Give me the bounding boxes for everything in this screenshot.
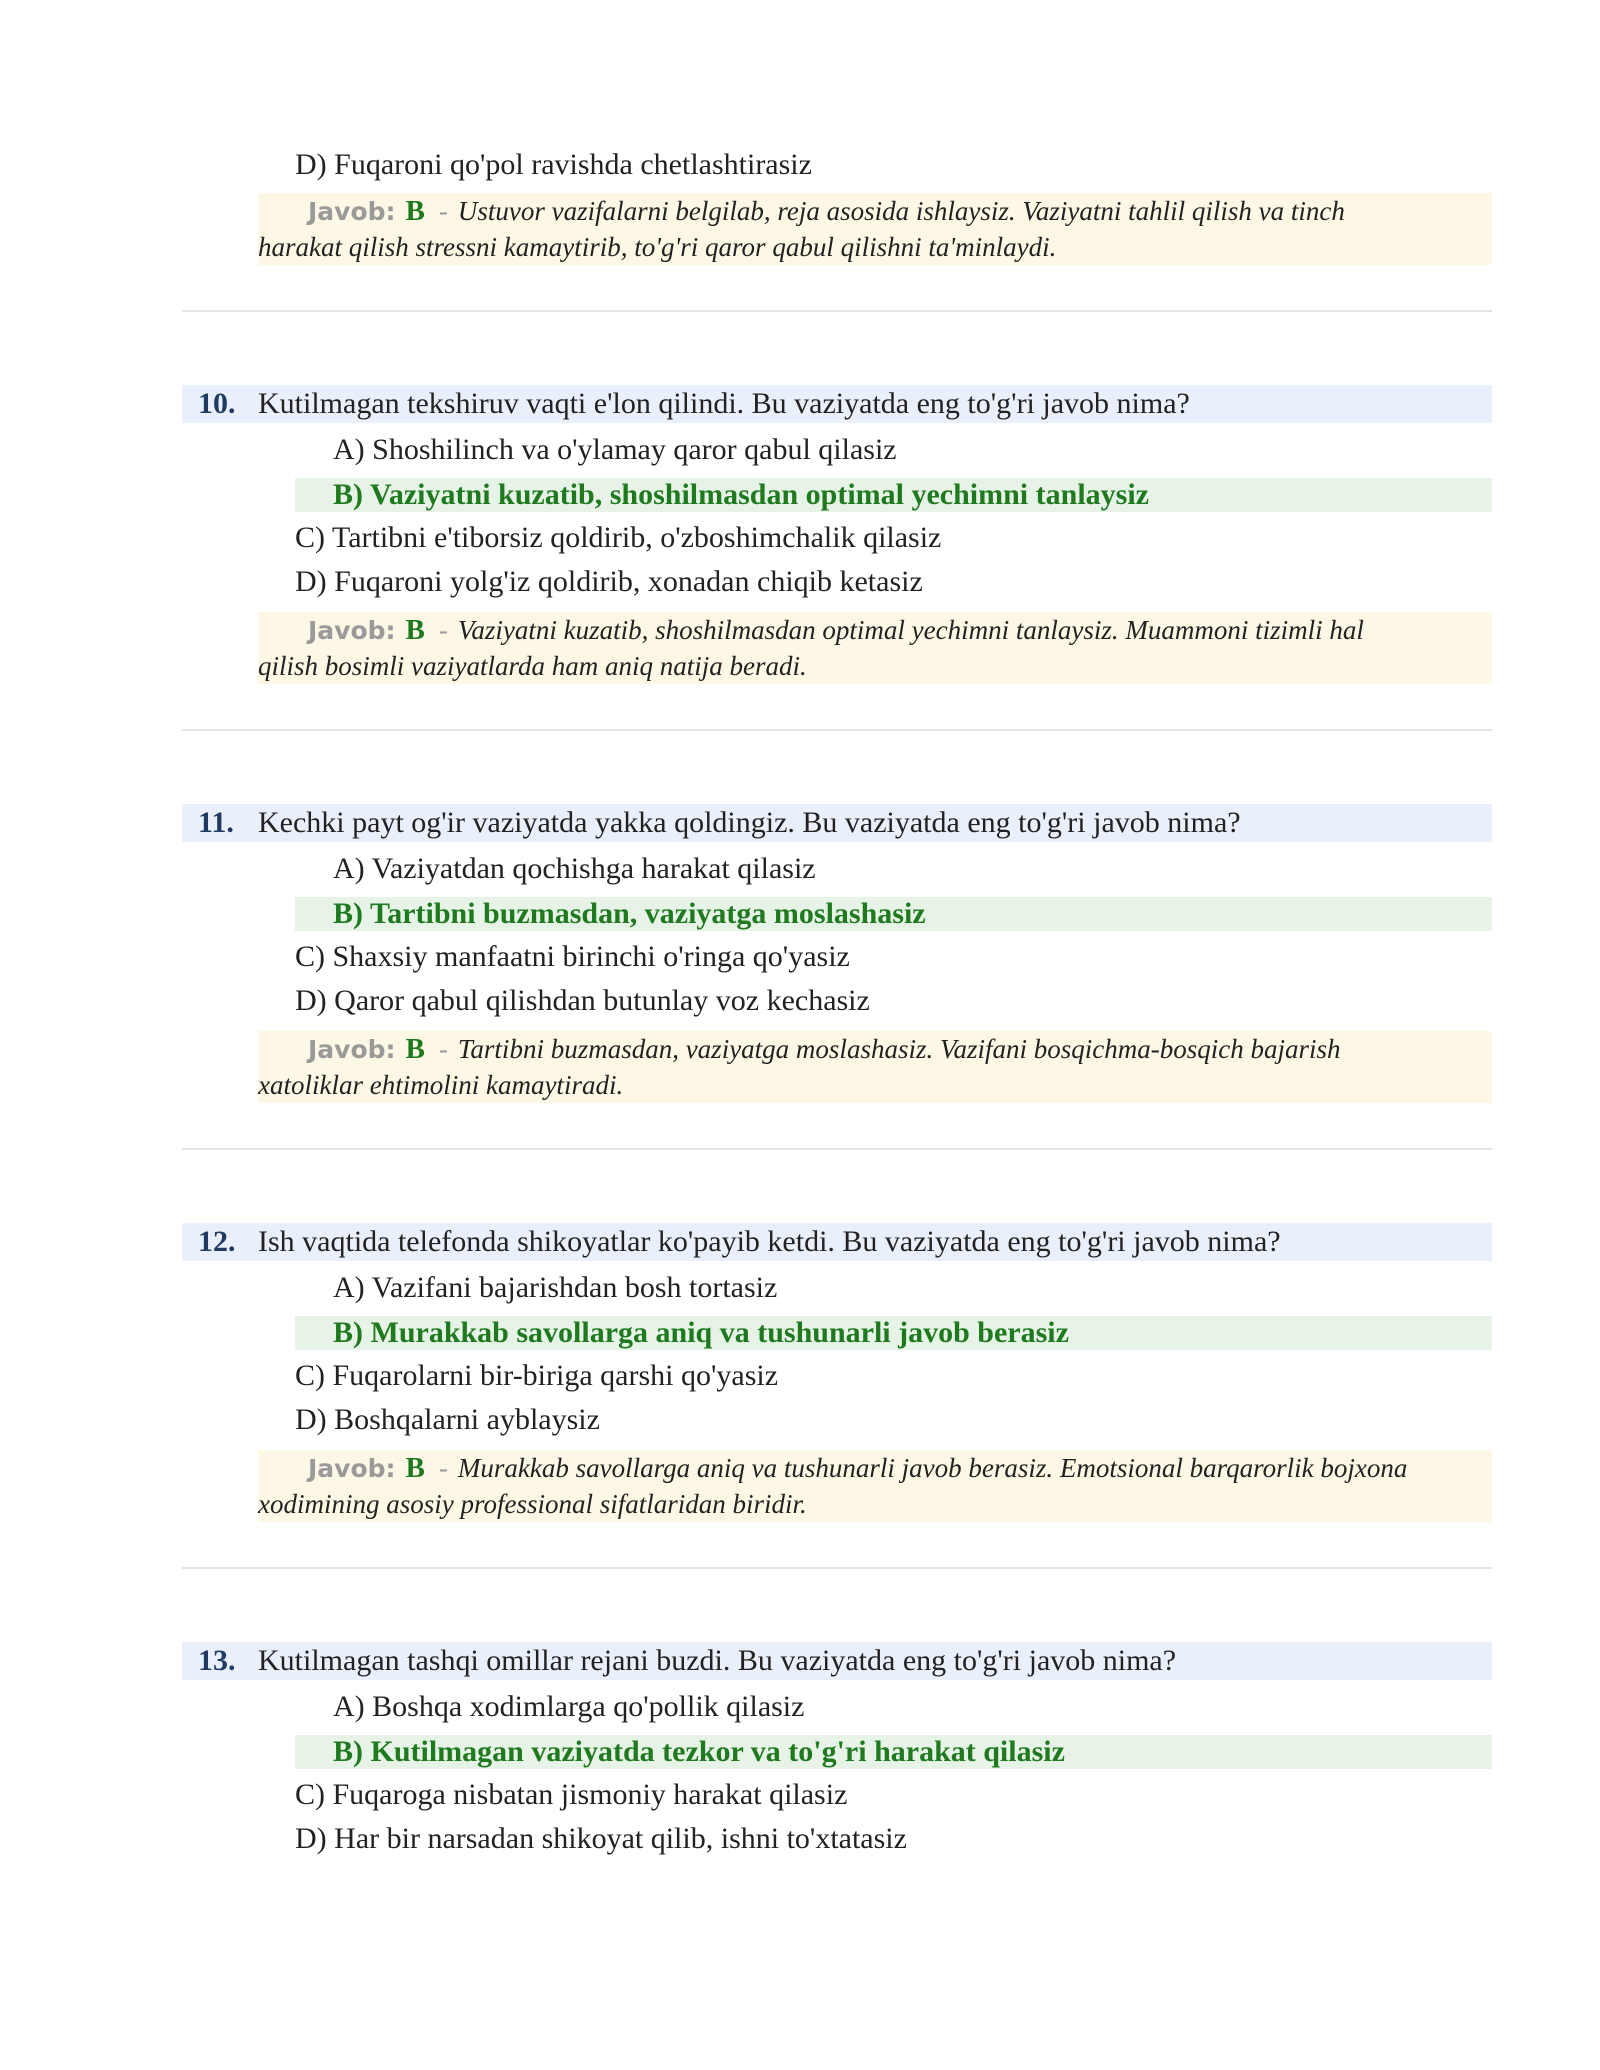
answer-letter: B bbox=[405, 1033, 425, 1065]
answer-dash: - bbox=[438, 1453, 448, 1483]
answer-dash: - bbox=[438, 1034, 448, 1064]
option-d[interactable]: D) Fuqaroni yolg'iz qoldirib, xonadan chiqib ketasiz bbox=[295, 565, 923, 598]
divider bbox=[182, 1567, 1492, 1569]
question-header bbox=[182, 385, 1492, 423]
answer-text-continued: qilish bosimli vaziyatlarda ham aniq natija beradi. bbox=[258, 651, 807, 681]
question-header bbox=[182, 804, 1492, 842]
question-header bbox=[182, 1642, 1492, 1680]
answer-text-continued: xodimining asosiy professional sifatlaridan biridir. bbox=[258, 1489, 807, 1519]
question-header bbox=[182, 1223, 1492, 1261]
answer-dash: - bbox=[438, 615, 448, 645]
option-d[interactable]: D) Har bir narsadan shikoyat qilib, ishni to'xtatasiz bbox=[295, 1822, 907, 1855]
answer-label: Javob: bbox=[308, 1035, 396, 1064]
option-a[interactable]: A) Vaziyatdan qochishga harakat qilasiz bbox=[333, 852, 816, 885]
option-b-correct[interactable]: B) Kutilmagan vaziyatda tezkor va to'g'ri harakat qilasiz bbox=[295, 1735, 1492, 1769]
answer-letter: B bbox=[405, 614, 425, 646]
question-number: 13. bbox=[198, 1644, 236, 1677]
option-a[interactable]: A) Shoshilinch va o'ylamay qaror qabul qilasiz bbox=[333, 433, 897, 466]
question-number: 10. bbox=[198, 387, 236, 420]
answer-box bbox=[258, 1450, 1492, 1522]
answer-label: Javob: bbox=[308, 1454, 396, 1483]
answer-text: Murakkab savollarga aniq va tushunarli javob berasiz. Emotsional barqarorlik bojxona bbox=[457, 1453, 1408, 1483]
answer-label: Javob: bbox=[308, 197, 396, 226]
option-a[interactable]: A) Boshqa xodimlarga qo'pollik qilasiz bbox=[333, 1690, 805, 1723]
answer-text-continued: xatoliklar ehtimolini kamaytiradi. bbox=[258, 1070, 624, 1100]
answer-label: Javob: bbox=[308, 616, 396, 645]
answer-letter: B bbox=[405, 1452, 425, 1484]
option-d[interactable]: D) Qaror qabul qilishdan butunlay voz kechasiz bbox=[295, 984, 870, 1017]
question-number: 12. bbox=[198, 1225, 236, 1258]
question-text: Kutilmagan tekshiruv vaqti e'lon qilindi. Bu vaziyatda eng to'g'ri javob nima? bbox=[258, 387, 1190, 420]
option-c[interactable]: C) Tartibni e'tiborsiz qoldirib, o'zboshimchalik qilasiz bbox=[295, 521, 942, 554]
question-number: 11. bbox=[198, 806, 234, 839]
answer-text: Ustuvor vazifalarni belgilab, reja asosida ishlaysiz. Vaziyatni tahlil qilish va tinch bbox=[457, 196, 1345, 226]
answer-box bbox=[258, 193, 1492, 265]
option-a[interactable]: A) Vazifani bajarishdan bosh tortasiz bbox=[333, 1271, 778, 1304]
question-text: Kutilmagan tashqi omillar rejani buzdi. Bu vaziyatda eng to'g'ri javob nima? bbox=[258, 1644, 1177, 1677]
option-b-correct[interactable]: B) Murakkab savollarga aniq va tushunarli javob berasiz bbox=[295, 1316, 1492, 1350]
answer-text-continued: harakat qilish stressni kamaytirib, to'g'ri qaror qabul qilishni ta'minlaydi. bbox=[258, 232, 1057, 262]
answer-dash: - bbox=[438, 196, 448, 226]
option-c[interactable]: C) Fuqarolarni bir-biriga qarshi qo'yasiz bbox=[295, 1359, 779, 1392]
question-text: Ish vaqtida telefonda shikoyatlar ko'payib ketdi. Bu vaziyatda eng to'g'ri javob nima? bbox=[258, 1225, 1281, 1258]
option-d: D) Fuqaroni qo'pol ravishda chetlashtirasiz bbox=[295, 148, 812, 181]
divider bbox=[182, 729, 1492, 731]
option-b-correct[interactable]: B) Tartibni buzmasdan, vaziyatga moslashasiz bbox=[295, 897, 1492, 931]
answer-box bbox=[258, 1031, 1492, 1103]
divider bbox=[182, 310, 1492, 312]
question-text: Kechki payt og'ir vaziyatda yakka qoldingiz. Bu vaziyatda eng to'g'ri javob nima? bbox=[258, 806, 1241, 839]
answer-box bbox=[258, 612, 1492, 684]
answer-text: Tartibni buzmasdan, vaziyatga moslashasiz. Vazifani bosqichma-bosqich bajarish bbox=[457, 1034, 1341, 1064]
option-c[interactable]: C) Shaxsiy manfaatni birinchi o'ringa qo'yasiz bbox=[295, 940, 850, 973]
answer-text: Vaziyatni kuzatib, shoshilmasdan optimal yechimni tanlaysiz. Muammoni tizimli hal bbox=[457, 615, 1364, 645]
answer-letter: B bbox=[405, 195, 425, 227]
option-c[interactable]: C) Fuqaroga nisbatan jismoniy harakat qilasiz bbox=[295, 1778, 848, 1811]
divider bbox=[182, 1148, 1492, 1150]
option-d[interactable]: D) Boshqalarni ayblaysiz bbox=[295, 1403, 600, 1436]
option-b-correct[interactable]: B) Vaziyatni kuzatib, shoshilmasdan optimal yechimni tanlaysiz bbox=[295, 478, 1492, 512]
